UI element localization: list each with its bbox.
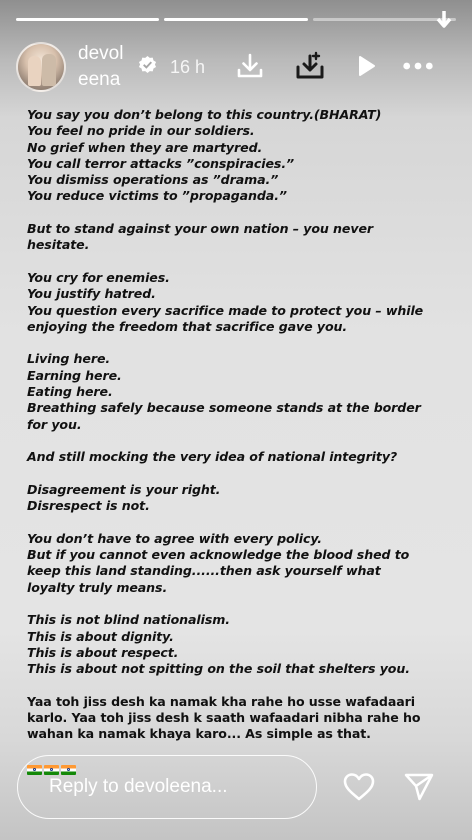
story-paragraph: This is not blind nationalism. This is about dignity. This is about respect. This is about not spitting on the soil that shelters you. [27, 612, 410, 677]
play-button[interactable] [350, 50, 382, 82]
story-paragraph: You don’t have to agree with every policy. But if you cannot even acknowledge the blood shed to keep this land standing......then ask yourself what loyalty truly means. [27, 530, 410, 595]
like-button[interactable] [342, 770, 376, 804]
more-options-button[interactable] [402, 50, 434, 82]
story-text [27, 107, 447, 759]
story-paragraph: And still mocking the very idea of national integrity? [27, 449, 398, 465]
send-icon [403, 771, 435, 803]
play-icon [353, 53, 379, 79]
more-icon [402, 61, 434, 71]
progress-fill [164, 18, 307, 21]
username[interactable]: devol [78, 43, 124, 64]
progress-segment [16, 18, 159, 21]
india-flag-icon [61, 765, 76, 775]
india-flag-icon [44, 765, 59, 775]
avatar-figure [42, 54, 56, 86]
reply-placeholder: Reply to devoleena... [49, 776, 228, 797]
india-flag-icon [27, 765, 42, 775]
share-button[interactable] [402, 770, 436, 804]
story-paragraph: You cry for enemies. You justify hatred. You question every sacrifice made to protect you – while enjoying the freedom that sacrifice gave you. [27, 269, 424, 334]
story-paragraph: Yaa toh jiss desh ka namak kha rahe ho usse wafadaari karlo. Yaa toh jiss desh k saath wafaadari nibha rahe ho wahan ka namak khaya karo... As simple as that. [27, 693, 421, 742]
verified-badge-icon [138, 55, 157, 74]
add-to-story-button[interactable] [294, 50, 326, 82]
avatar[interactable] [16, 42, 66, 92]
progress-segment [164, 18, 307, 21]
story-paragraph: Living here. Earning here. Eating here. Breathing safely because someone stands at the border for you. [27, 351, 421, 432]
heart-icon [342, 771, 376, 803]
download-button[interactable] [234, 50, 266, 82]
story-progress-bar [16, 18, 456, 21]
post-time: 16 h [170, 57, 206, 77]
add-to-story-icon [294, 50, 326, 82]
flag-emojis [27, 765, 76, 775]
username-continued[interactable]: eena [78, 69, 121, 90]
progress-fill [16, 18, 159, 21]
download-icon [235, 51, 265, 81]
story-header [16, 40, 460, 94]
cursor-arrow-icon [433, 9, 455, 31]
story-paragraph: But to stand against your own nation – you never hesitate. [27, 221, 374, 253]
avatar-figure [28, 56, 41, 86]
story-paragraph: You say you don’t belong to this country.(BHARAT) You feel no pride in our soldiers. No grief when they are martyred. You call terror attacks ”conspiracies.” You dismiss operations as ”drama.” You reduce victims to ”propaganda.” [27, 107, 382, 204]
story-paragraph: Disagreement is your right. Disrespect is not. [27, 481, 221, 514]
